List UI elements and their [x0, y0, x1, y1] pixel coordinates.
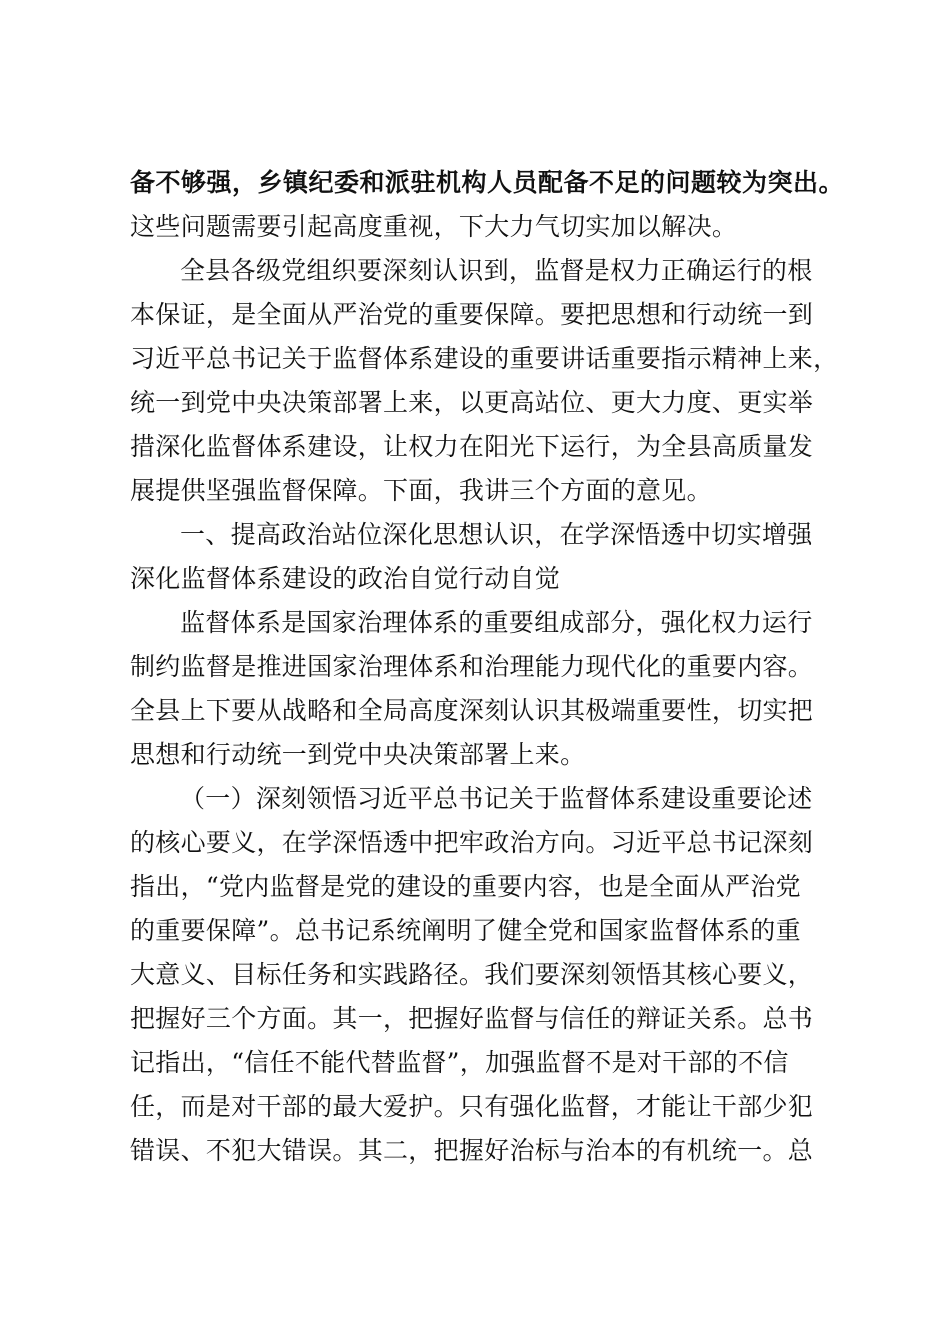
subsection-start-line-15: （一）深刻领悟习近平总书记关于监督体系建设重要论述	[180, 784, 813, 813]
text-line-19: 大意义、目标任务和实践路径。我们要深刻领悟其核心要义，	[130, 960, 814, 989]
text-line-23: 错误、不犯大错误。其二，把握好治标与治本的有机统一。总	[130, 1136, 814, 1165]
text-line-20: 把握好三个方面。其一，把握好监督与信任的辩证关系。总书	[130, 1004, 814, 1033]
text-line-6: 统一到党中央决策部署上来，以更高站位、更大力度、更实举	[130, 388, 814, 417]
text-line-5: 习近平总书记关于监督体系建设的重要讲话重要指示精神上来，	[130, 344, 839, 373]
text-line-16: 的核心要义，在学深悟透中把牢政治方向。习近平总书记深刻	[130, 828, 814, 857]
section-heading-line-2: 深化监督体系建设的政治自觉行动自觉	[130, 564, 561, 593]
section-heading-line-1: 一、提高政治站位深化思想认识，在学深悟透中切实增强	[180, 520, 813, 549]
text-line-18: 的重要保障”。总书记系统阐明了健全党和国家监督体系的重	[130, 916, 801, 945]
text-line-22: 任，而是对干部的最大爱护。只有强化监督，才能让干部少犯	[130, 1092, 814, 1121]
text-line-12: 制约监督是推进国家治理体系和治理能力现代化的重要内容。	[130, 652, 814, 681]
text-line-1: 备不够强，乡镇纪委和派驻机构人员配备不足的问题较为突出。	[130, 168, 845, 197]
paragraph-start-line-3: 全县各级党组织要深刻认识到，监督是权力正确运行的根	[180, 256, 813, 285]
text-line-7: 措深化监督体系建设，让权力在阳光下运行，为全县高质量发	[130, 432, 814, 461]
text-line-13: 全县上下要从战略和全局高度深刻认识其极端重要性，切实把	[130, 696, 814, 725]
paragraph-start-line-11: 监督体系是国家治理体系的重要组成部分，强化权力运行	[180, 608, 813, 637]
text-line-4: 本保证，是全面从严治党的重要保障。要把思想和行动统一到	[130, 300, 814, 329]
text-line-17: 指出，“党内监督是党的建设的重要内容，也是全面从严治党	[130, 872, 801, 901]
text-line-14: 思想和行动统一到党中央决策部署上来。	[130, 740, 586, 769]
text-line-8: 展提供坚强监督保障。下面，我讲三个方面的意见。	[130, 476, 712, 505]
text-line-21: 记指出，“信任不能代替监督”，加强监督不是对干部的不信	[130, 1048, 789, 1077]
text-line-2: 这些问题需要引起高度重视，下大力气切实加以解决。	[130, 212, 738, 241]
